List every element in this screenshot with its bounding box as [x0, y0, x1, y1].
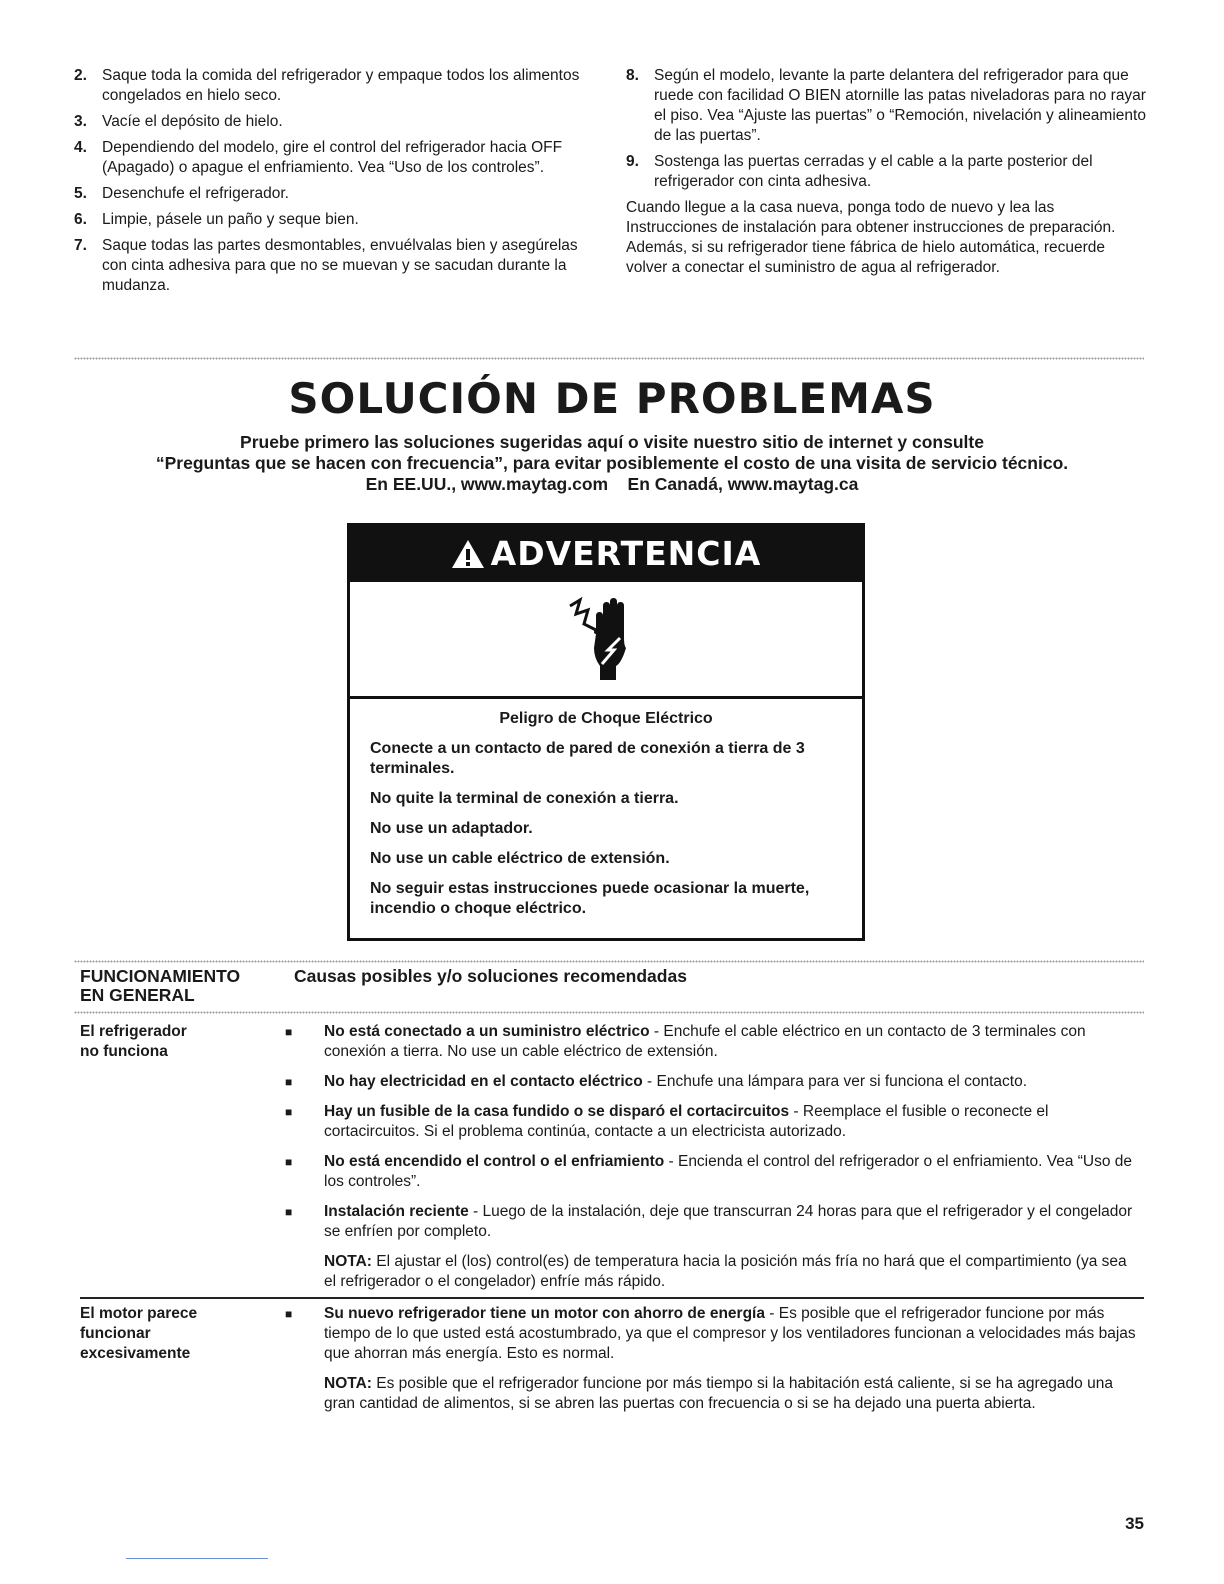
note-label: NOTA: [324, 1253, 372, 1270]
solution-cause: No hay electricidad en el contacto eléctrico [324, 1073, 643, 1090]
step-item [74, 66, 589, 106]
warning-triangle-icon [451, 538, 485, 570]
solution-text: - Es posible que el refrigerador funcione por más tiempo de lo que usted está acostumbrado, ya que el compresor y los ventiladores funcionan a velocidades más bajas que ahorran más energía. Esto es normal. [324, 1305, 1136, 1362]
solution-cause: No está conectado a un suministro eléctrico [324, 1023, 650, 1040]
note [285, 1252, 1140, 1292]
solution-item [285, 1304, 1140, 1364]
warning-line: Conecte a un contacto de pared de conexión a tierra de 3 terminales. [370, 740, 805, 777]
problem-label [80, 1022, 270, 1062]
warning-header [350, 526, 862, 582]
step-number: 8. [626, 67, 639, 84]
solution-item [285, 1022, 1140, 1062]
warning-line: No seguir estas instrucciones puede ocasionar la muerte, incendio o choque eléctrico. [370, 880, 810, 917]
page-title: SOLUCIÓN DE PROBLEMAS [288, 374, 936, 423]
note [285, 1374, 1140, 1414]
warning-line: No quite la terminal de conexión a tierra. [370, 790, 679, 807]
intro-line: Pruebe primero las soluciones sugeridas aquí o visite nuestro sitio de internet y consulte [240, 432, 984, 452]
table-header-divider [74, 1011, 1144, 1014]
bullet-square-icon: ■ [285, 1307, 293, 1321]
warning-box [347, 523, 865, 941]
warning-line: No use un adaptador. [370, 820, 533, 837]
step-item [74, 210, 589, 230]
solution-cause: Hay un fusible de la casa fundido o se disparó el cortacircuitos [324, 1103, 790, 1120]
section-divider [74, 357, 1144, 360]
step-item [626, 66, 1146, 146]
warning-title: ADVERTENCIA [490, 534, 762, 573]
solution-item [285, 1152, 1140, 1192]
solution-text: - Luego de la instalación, deje que transcurran 24 horas para que el refrigerador y el congelador se enfríen por completo. [324, 1203, 1133, 1240]
step-text: Dependiendo del modelo, gire el control del refrigerador hacia OFF (Apagado) o apague el enfriamiento. Vea “Uso de los controles”. [102, 139, 563, 176]
table-header-line: FUNCIONAMIENTO [80, 966, 241, 986]
step-item [74, 236, 589, 296]
section-divider [74, 960, 1144, 963]
solution-item [285, 1102, 1140, 1142]
step-item [74, 184, 589, 204]
steps-left-column [74, 66, 589, 302]
intro-links-line: En EE.UU., www.maytag.com En Canadá, www.maytag.ca [365, 474, 859, 494]
solution-text: - Encienda el control del refrigerador o el enfriamiento. Vea “Uso de los controles”. [324, 1153, 1133, 1190]
bullet-square-icon: ■ [285, 1075, 293, 1089]
warning-icon-area [350, 582, 862, 699]
page-number: 35 [1125, 1514, 1144, 1533]
step-number: 9. [626, 153, 639, 170]
steps-right-column [626, 66, 1146, 278]
footer-line [126, 1558, 268, 1559]
bullet-square-icon: ■ [285, 1105, 293, 1119]
bullet-square-icon: ■ [285, 1155, 293, 1169]
intro-line: “Preguntas que se hacen con frecuencia”, para evitar posiblemente el costo de una visita de servicio técnico. [155, 453, 1069, 473]
solutions-list [285, 1022, 1140, 1302]
warning-line: No use un cable eléctrico de extensión. [370, 850, 670, 867]
step-item [74, 138, 589, 178]
table-header-category [80, 967, 280, 1005]
problem-label-line: excesivamente [80, 1345, 191, 1362]
solution-cause: Instalación reciente [324, 1203, 469, 1220]
step-text: Desenchufe el refrigerador. [102, 185, 289, 202]
solution-item [285, 1072, 1140, 1092]
step-number: 3. [74, 113, 87, 130]
problem-label [80, 1304, 270, 1364]
problem-label-line: funcionar [80, 1325, 151, 1342]
solution-item [285, 1202, 1140, 1242]
bullet-square-icon: ■ [285, 1025, 293, 1039]
solution-cause: Su nuevo refrigerador tiene un motor con ahorro de energía [324, 1305, 765, 1322]
step-text: Sostenga las puertas cerradas y el cable a la parte posterior del refrigerador con cinta adhesiva. [654, 153, 1093, 190]
solution-cause: No está encendido el control o el enfriamiento [324, 1153, 665, 1170]
bullet-square-icon: ■ [285, 1205, 293, 1219]
intro-text [60, 432, 1164, 495]
note-text: El ajustar el (los) control(es) de temperatura hacia la posición más fría no hará que el compartimiento (ya sea el refrigerador o el congelador) enfríe más rápido. [324, 1253, 1127, 1290]
step-number: 7. [74, 237, 87, 254]
table-header-solutions: Causas posibles y/o soluciones recomendadas [294, 966, 687, 986]
row-divider [80, 1297, 1144, 1299]
step-number: 4. [74, 139, 87, 156]
solution-text: - Enchufe una lámpara para ver si funciona el contacto. [642, 1073, 1027, 1090]
problem-label-line: El refrigerador [80, 1023, 187, 1040]
step-text: Saque toda la comida del refrigerador y empaque todos los alimentos congelados en hielo seco. [102, 67, 580, 104]
step-item [74, 112, 589, 132]
note-text: Es posible que el refrigerador funcione por más tiempo si la habitación está caliente, si se ha agregado una gran cantidad de alimentos, si se abren las puertas con frecuencia o si se ha dejado una puerta abierta. [324, 1375, 1113, 1412]
warning-subtitle: Peligro de Choque Eléctrico [499, 710, 713, 727]
electric-shock-hand-icon [566, 594, 646, 684]
after-move-paragraph: Cuando llegue a la casa nueva, ponga todo de nuevo y lea las Instrucciones de instalación para obtener instrucciones de preparación. Además, si su refrigerador tiene fábrica de hielo automática, recuerde volver a conectar el suministro de agua al refrigerador. [626, 199, 1116, 276]
note-label: NOTA: [324, 1375, 372, 1392]
step-item [626, 152, 1146, 192]
solutions-list [285, 1304, 1140, 1424]
step-number: 2. [74, 67, 87, 84]
table-header-line: EN GENERAL [80, 985, 195, 1005]
solution-text: - Enchufe el cable eléctrico en un contacto de 3 terminales con conexión a tierra. No use un cable eléctrico de extensión. [324, 1023, 1086, 1060]
warning-body [350, 699, 862, 919]
problem-label-line: El motor parece [80, 1305, 198, 1322]
solution-text: - Reemplace el fusible o reconecte el cortacircuitos. Si el problema continúa, contacte a un electricista autorizado. [324, 1103, 1049, 1140]
step-text: Vacíe el depósito de hielo. [102, 113, 283, 130]
step-number: 5. [74, 185, 87, 202]
problem-label-line: no funciona [80, 1043, 168, 1060]
step-text: Según el modelo, levante la parte delantera del refrigerador para que ruede con facilidad O BIEN atornille las patas niveladoras para no rayar el piso. Vea “Ajuste las puertas” o “Remoción, nivelación y alineamiento de las puertas”. [654, 67, 1146, 144]
step-text: Saque todas las partes desmontables, envuélvalas bien y asegúrelas con cinta adhesiva para que no se muevan y se sacudan durante la mudanza. [102, 237, 578, 294]
step-number: 6. [74, 211, 87, 228]
step-text: Limpie, pásele un paño y seque bien. [102, 211, 359, 228]
